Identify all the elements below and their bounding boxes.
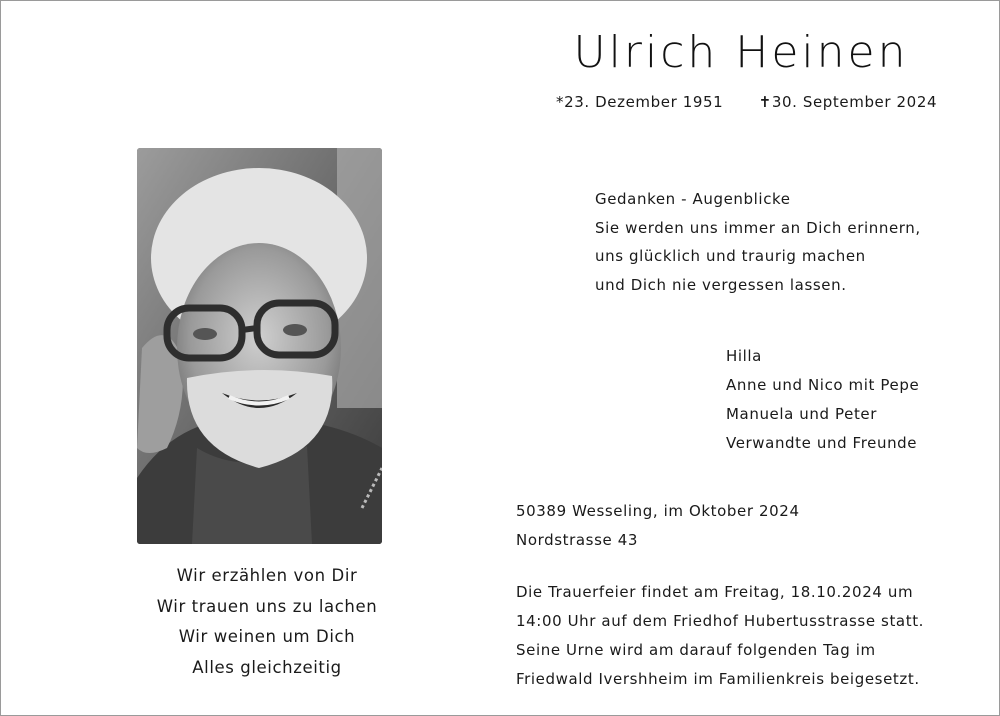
address-line: Nordstrasse 43: [516, 531, 638, 549]
death-date: ✝30. September 2024: [758, 93, 938, 111]
mourner: Manuela und Peter: [726, 405, 878, 423]
mourners-list: [726, 342, 919, 458]
poem-line: Gedanken - Augenblicke: [595, 190, 791, 208]
ceremony-line: Seine Urne wird am darauf folgenden Tag im: [516, 641, 876, 659]
verse-line: Wir weinen um Dich: [178, 627, 356, 646]
poem: [595, 185, 921, 299]
ceremony-info: [516, 578, 986, 694]
address-line: 50389 Wesseling, im Oktober 2024: [516, 502, 800, 520]
deceased-name: Ulrich Heinen: [573, 27, 909, 78]
poem-line: uns glücklich und traurig machen: [595, 247, 866, 265]
life-dates: [556, 93, 937, 111]
ceremony-line: Die Trauerfeier findet am Freitag, 18.10.2024 um: [516, 583, 914, 601]
poem-line: und Dich nie vergessen lassen.: [595, 275, 847, 294]
verse-line: Wir erzählen von Dir: [176, 566, 358, 585]
poem-line: Sie werden uns immer an Dich erinnern,: [595, 218, 921, 237]
address-block: [516, 497, 800, 555]
verse-line: Alles gleichzeitig: [192, 657, 342, 677]
mourner: Verwandte und Freunde: [726, 434, 918, 452]
portrait-photo: [137, 148, 382, 544]
mourner: Hilla: [726, 347, 762, 365]
ceremony-line: 14:00 Uhr auf dem Friedhof Hubertusstrasse statt.: [516, 612, 925, 630]
mourner: Anne und Nico mit Pepe: [726, 376, 920, 394]
verse-line: Wir trauen uns zu lachen: [156, 596, 378, 616]
birth-date: *23. Dezember 1951: [556, 93, 724, 111]
verse-left: [117, 561, 417, 683]
ceremony-line: Friedwald Ivershheim im Familienkreis beigesetzt.: [516, 670, 920, 688]
